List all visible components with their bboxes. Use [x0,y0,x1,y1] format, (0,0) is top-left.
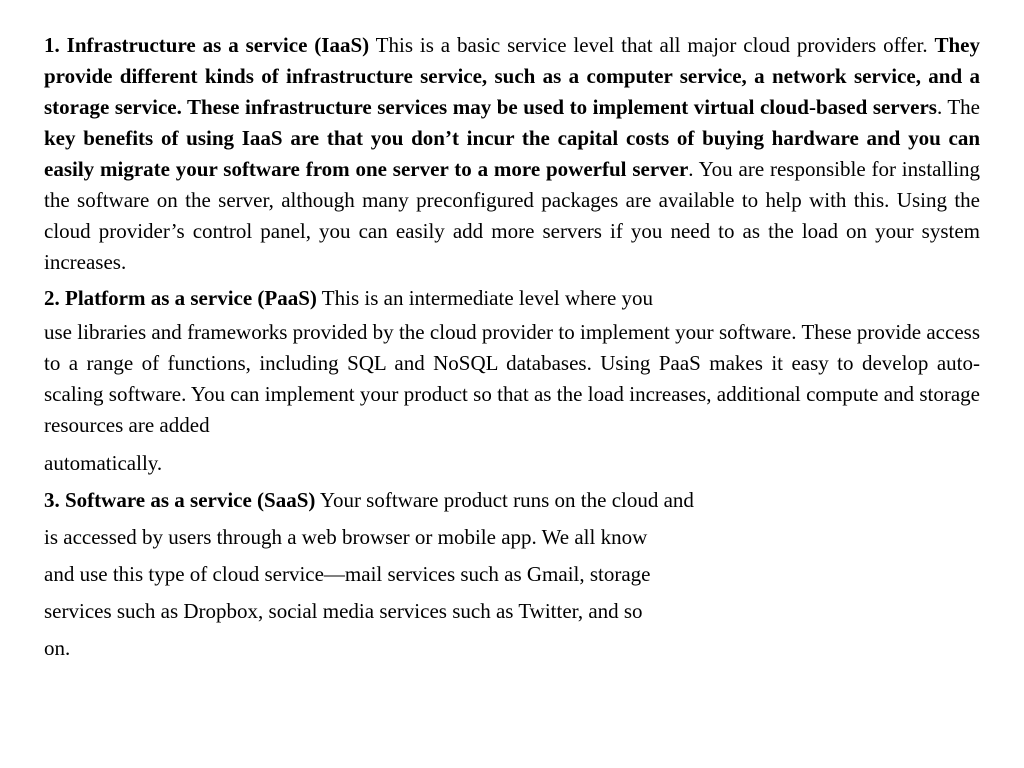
iaas-paragraph [44,30,980,278]
saas-line-2: is accessed by users through a web browser or mobile app. We all know [44,525,648,549]
iaas-text-3: . You are responsible for installing the software on the server, although many preconfigured packages are available to help with this. Using the cloud provider’s control panel, you can easily add more servers if you need to as the load on your system increases. [44,157,980,274]
iaas-bold-1: They provide different kinds of infrastructure service, such as a computer service, a network service, and a storage service. These infrastructure services may be used to implement virtual cloud-based servers [44,33,980,119]
saas-line-3: and use this type of cloud service—mail services such as Gmail, storage [44,562,651,586]
paas-heading: 2. Platform as a service (PaaS) [44,286,317,310]
paas-heading-line [44,280,980,317]
iaas-text-2: . The [936,95,980,119]
iaas-bold-2: key benefits of using IaaS are that you don’t incur the capital costs of buying hardware and you can easily migrate your software from one server to a more powerful server [44,126,980,181]
paas-body: use libraries and frameworks provided by the cloud provider to implement your software. These provide access to a range of functions, including SQL and NoSQL databases. Using PaaS makes it easy to develop auto-scaling software. You can implement your product so that as the load increases, additional compute and storage resources are added [44,320,980,437]
paas-intro: This is an intermediate level where you [316,286,654,310]
saas-heading: 3. Software as a service (SaaS) [44,488,316,512]
saas-heading-line [44,482,980,519]
iaas-text-1: This is a basic service level that all major cloud providers offer. [369,33,935,57]
saas-line-4: services such as Dropbox, social media services such as Twitter, and so [44,599,643,623]
paas-tail: automatically. [44,451,163,475]
slide-content [44,30,980,667]
saas-line-5: on. [44,636,71,660]
saas-line-1: Your software product runs on the cloud and [315,488,694,512]
iaas-heading: 1. Infrastructure as a service (IaaS) [44,33,370,57]
